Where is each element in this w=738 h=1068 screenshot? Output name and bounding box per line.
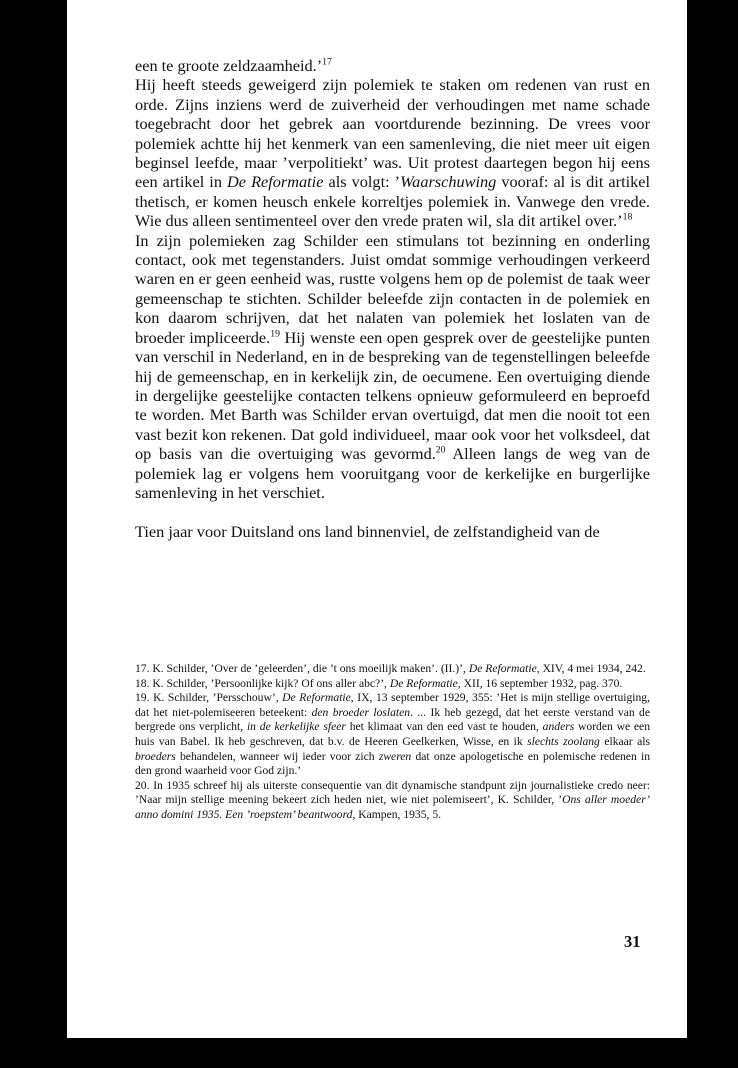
paragraph-2 <box>135 75 650 230</box>
page-number: 31 <box>624 932 641 951</box>
text-run: . ... Ik heb gezegd, dat het eerste verstand van de bergrede ons verplicht, <box>135 705 650 734</box>
footnote-ref-18: 18 <box>622 211 633 223</box>
text-run: Hij wenste een open gesprek over de geestelijke punten van verschil in Nederland, en in de bespreking van de tegenstellingen beleefde hij de gemeenschap, en in kerkelijk zin, de oecumene. Een overtuiging diende in dergelijke geestelijke contacten telkens opnieuw geformuleerd en beproefd te worden. Met Barth was Schilder ervan overtuigd, dat men die nooit tot een vast bezit kon rekenen. Dat gold individueel, maar ook voor het volksdeel, dat op basis van die overtuiging was gevormd. <box>135 327 651 464</box>
text-run: , XII, 16 september 1932, pag. 370. <box>457 676 623 690</box>
text-run: Hij heeft steeds geweigerd zijn polemiek te staken om redenen van rust en orde. Zijns inziens werd de zuiverheid der verhoudingen met name schade toegebracht door het gebrek aan voortdurende bezinning. De vrees voor polemiek achtte hij het kenmerk van een samenleving, die niet meer uit eigen beginsel leefde, maar ’verpolitiekt’ was. Uit protest daartegen begon hij eens een artikel in <box>135 75 650 192</box>
footnote-17 <box>135 662 650 677</box>
footnote-18 <box>135 677 650 692</box>
text-run: het klimaat van den eed vast te houden, <box>345 720 543 734</box>
italic-word: Waarschuwing <box>400 172 497 192</box>
text-run: 20. In 1935 schreef hij als uiterste consequentie van dit dynamische standpunt zijn journalistieke credo neer: ’Naar mijn stellige meening bekeert zich heden niet, wie niet polemiseert’, K. Schilder, ’ <box>135 778 650 807</box>
italic-phrase: anders <box>542 720 575 734</box>
text-run: , XIV, 4 mei 1934, 242. <box>536 662 646 675</box>
paragraph-4 <box>135 522 650 541</box>
footnote-ref-20: 20 <box>435 444 446 456</box>
italic-title: Ons aller moeder’ anno domini 1935. Een ’roepstem’ beantwoord <box>135 793 650 821</box>
text-run: vooraf: al is dit artikel thetisch, er komen heusch enkele korreltjes polemiek in. Vanwege den vrede. Wie dus alleen sentimenteel over den vrede praten wil, sla dit artikel over.’ <box>135 172 651 231</box>
italic-phrase: broeders <box>135 749 176 763</box>
paragraph-1 <box>135 56 650 75</box>
text-run: dat onze apologetische en polemische redenen in den grond waarheid voor God zijn.’ <box>135 749 650 778</box>
text-run: 17. K. Schilder, ’Over de ’geleerden’, die ’t ons moeilijk maken’. (II.)’, <box>135 662 469 675</box>
text-run: , Kampen, 1935, 5. <box>352 807 442 821</box>
text-run: 18. K. Schilder, ’Persoonlijke kijk? Of ons aller abc?’, <box>135 676 390 690</box>
text-run: als volgt: ’ <box>323 172 401 192</box>
text-run: Tien jaar voor Duitsland ons land binnenviel, de zelfstandigheid van de <box>135 522 600 542</box>
italic-phrase: in de kerkelijke sfeer <box>246 720 346 734</box>
main-text <box>135 56 650 542</box>
footnote-ref-17: 17 <box>322 56 332 68</box>
italic-title: De Reformatie <box>227 172 324 192</box>
italic-title: De Reformatie <box>389 676 458 690</box>
footnotes <box>135 662 650 823</box>
footnote-ref-19: 19 <box>270 328 280 340</box>
text-run: elkaar als <box>599 734 650 748</box>
text-run: In zijn polemieken zag Schilder een stimulans tot bezinning en onderling contact, ook met tegenstanders. Juist omdat sommige verhoudingen verkeerd waren en er geen eenheid was, rustte volgens hem op de polemist de taak weer gemeenschap te stichten. Schilder beleefde zijn contacten in de polemiek en kon daarom schrijven, dat het nalaten van polemiek het loslaten van de broeder impliceerde. <box>135 230 650 347</box>
italic-phrase: den broeder loslaten <box>311 705 411 719</box>
italic-title: De Reformatie <box>468 662 537 675</box>
text-run: Alleen langs de weg van de polemiek lag er volgens hem vooruitgang voor de kerkelijke en burgerlijke samenleving in het verschiet. <box>135 444 650 502</box>
italic-phrase: zweren <box>378 749 412 763</box>
text-run: 19. K. Schilder, ’Persschouw’, <box>135 691 283 705</box>
paragraph-3 <box>135 231 650 503</box>
text-run: een te groote zeldzaamheid.’ <box>135 56 323 75</box>
footnote-19 <box>135 691 650 779</box>
italic-title: De Reformatie <box>282 691 351 705</box>
text-run: worden we een huis van Babel. Ik heb geschreven, dat b.v. de Heeren Geelkerken, Wisse, en ik <box>135 720 651 748</box>
text-run: behandelen, wanneer wij ieder voor zich <box>175 749 379 763</box>
text-run: , IX, 13 september 1929, 355: ’Het is mijn stellige overtuiging, dat het niet-polemiseeren beteekent: <box>135 691 651 719</box>
italic-phrase: slechts zoolang <box>527 734 600 748</box>
footnote-20 <box>135 779 650 823</box>
